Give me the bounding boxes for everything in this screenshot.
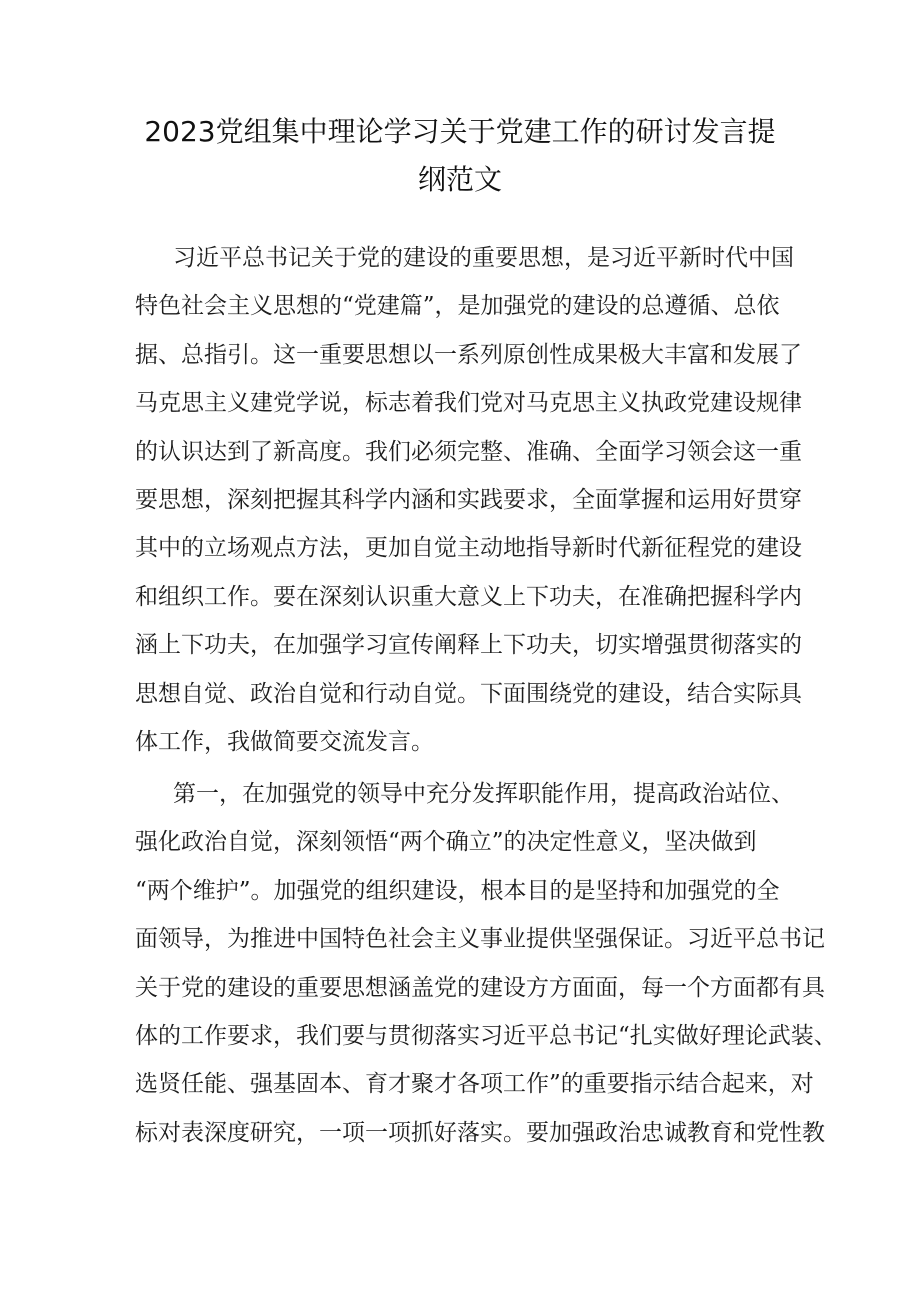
document-title	[140, 108, 780, 205]
title-line-1: 2023党组集中理论学习关于党建工作的研讨发言提	[144, 115, 776, 148]
paragraph-line: 体的工作要求，我们要与贯彻落实习近平总书记“扎实做好理论武装、	[135, 1022, 837, 1049]
paragraph-line: 其中的立场观点方法，更加自觉主动地指导新时代新征程党的建设	[135, 535, 802, 562]
paragraph-line: “两个维护”。加强党的组织建设，根本目的是坚持和加强党的全	[135, 877, 780, 904]
paragraph-line: 体工作，我做简要交流发言。	[135, 728, 434, 755]
paragraph-line: 马克思主义建党学说，标志着我们党对马克思主义执政党建设规律	[135, 390, 802, 417]
paragraph-line: 面领导，为推进中国特色社会主义事业提供坚强保证。习近平总书记	[135, 926, 825, 953]
title-line-2: 纲范文	[417, 163, 502, 197]
paragraph-line: 据、总指引。这一重要思想以一系列原创性成果极大丰富和发展了	[135, 341, 802, 368]
paragraph-line: 选贤任能、强基固本、育才聚才各项工作”的重要指示结合起来，对	[135, 1071, 814, 1098]
paragraph-line: 习近平总书记关于党的建设的重要思想，是习近平新时代中国	[173, 245, 794, 271]
paragraph-line: 关于党的建设的重要思想涵盖党的建设方方面面，每一个方面都有具	[135, 974, 825, 1001]
paragraph-line: 标对表深度研究，一项一项抓好落实。要加强政治忠诚教育和党性教	[135, 1119, 825, 1146]
paragraph-first-point	[135, 770, 837, 1157]
paragraph-line: 要思想，深刻把握其科学内涵和实践要求，全面掌握和运用好贯穿	[135, 486, 802, 513]
paragraph-line: 和组织工作。要在深刻认识重大意义上下功夫，在准确把握科学内	[135, 583, 802, 610]
paragraph-intro	[135, 234, 802, 766]
paragraph-line: 第一，在加强党的领导中充分发挥职能作用，提高政治站位、	[173, 781, 794, 807]
paragraph-line: 特色社会主义思想的“党建篇”，是加强党的建设的总遵循、总依	[135, 293, 780, 320]
paragraph-line: 强化政治自觉，深刻领悟“两个确立”的决定性意义，坚决做到	[135, 829, 757, 856]
paragraph-line: 的认识达到了新高度。我们必须完整、准确、全面学习领会这一重	[135, 438, 802, 465]
paragraph-line: 涵上下功夫，在加强学习宣传阐释上下功夫，切实增强贯彻落实的	[135, 632, 802, 659]
paragraph-line: 思想自觉、政治自觉和行动自觉。下面围绕党的建设，结合实际具	[135, 680, 802, 707]
